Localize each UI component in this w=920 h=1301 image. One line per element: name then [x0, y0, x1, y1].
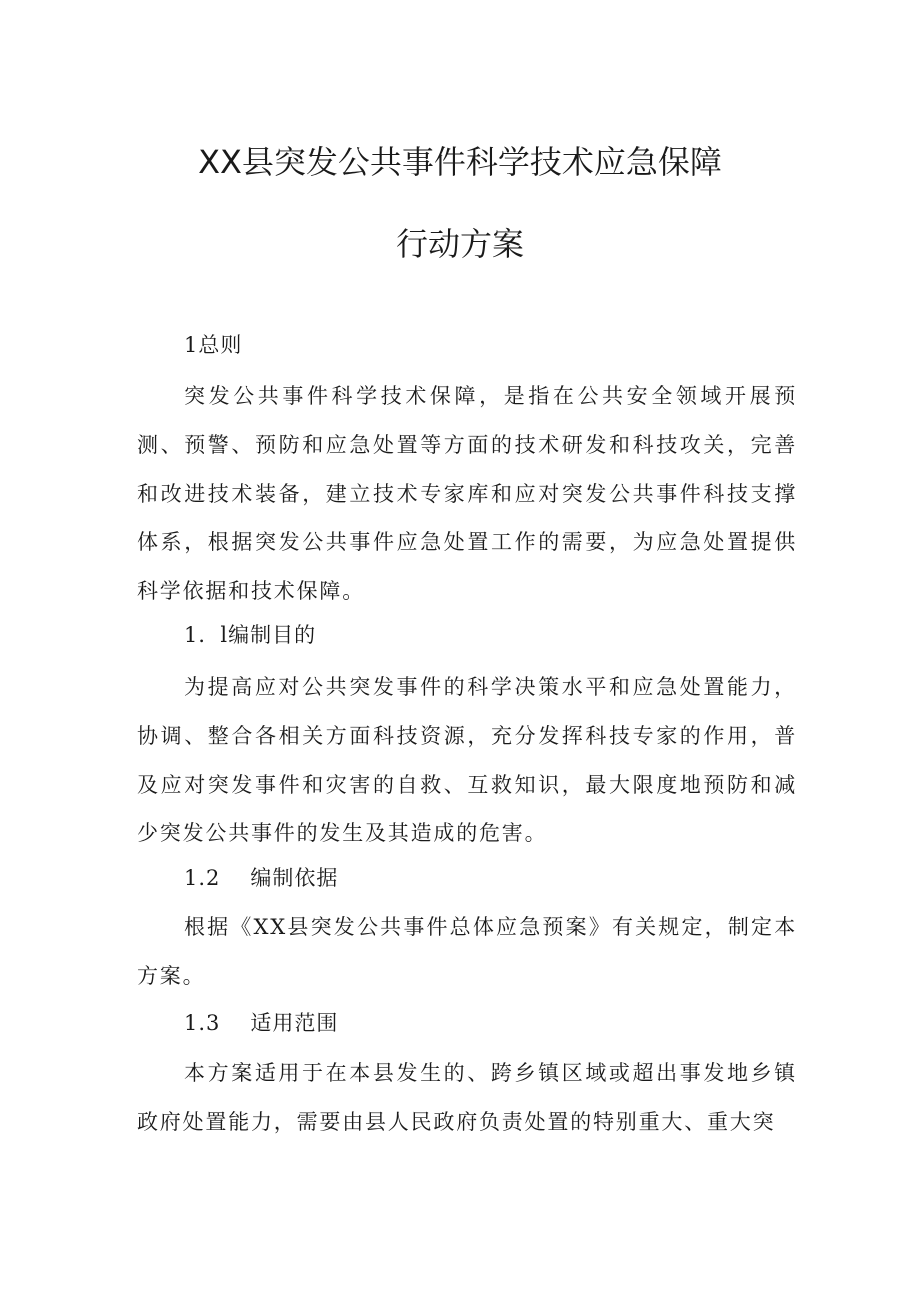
section-title: 编制目的	[228, 623, 317, 647]
section-paragraph-basis: 根据《XX县突发公共事件总体应急预案》有关规定，制定本方案。	[137, 915, 797, 988]
section-paragraph-purpose: 为提高应对公共突发事件的科学决策水平和应急处置能力，协调、整合各相关方面科技资源，充分发挥科技专家的作用，普及应对突发事件和灾害的自救、互救知识，最大限度地预防和减少突发公共事件的发生及其造成的危害。	[137, 675, 797, 846]
section-heading-basis	[184, 863, 338, 893]
section-heading-purpose	[184, 620, 316, 650]
section-heading-scope	[184, 1008, 338, 1038]
document-title-line1: XX县突发公共事件科学技术应急保障	[198, 143, 722, 181]
section-number: 1．l	[184, 623, 229, 647]
section-title: 编制依据	[250, 866, 339, 890]
section-title: 适用范围	[250, 1011, 339, 1035]
section-number: 1.3	[184, 1011, 221, 1035]
document-title-line2: 行动方案	[395, 225, 524, 263]
section-paragraph-general: 突发公共事件科学技术保障，是指在公共安全领域开展预测、预警、预防和应急处置等方面的技术研发和科技攻关，完善和改进技术装备，建立技术专家库和应对突发公共事件科技支撑体系，根据突发公共事件应急处置工作的需要，为应急处置提供科学依据和技术保障。	[137, 384, 797, 604]
section-heading-general: 1总则	[184, 333, 243, 357]
section-number: 1.2	[184, 866, 221, 890]
section-paragraph-scope: 本方案适用于在本县发生的、跨乡镇区域或超出事发地乡镇政府处置能力，需要由县人民政府负责处置的特别重大、重大突	[137, 1061, 797, 1134]
